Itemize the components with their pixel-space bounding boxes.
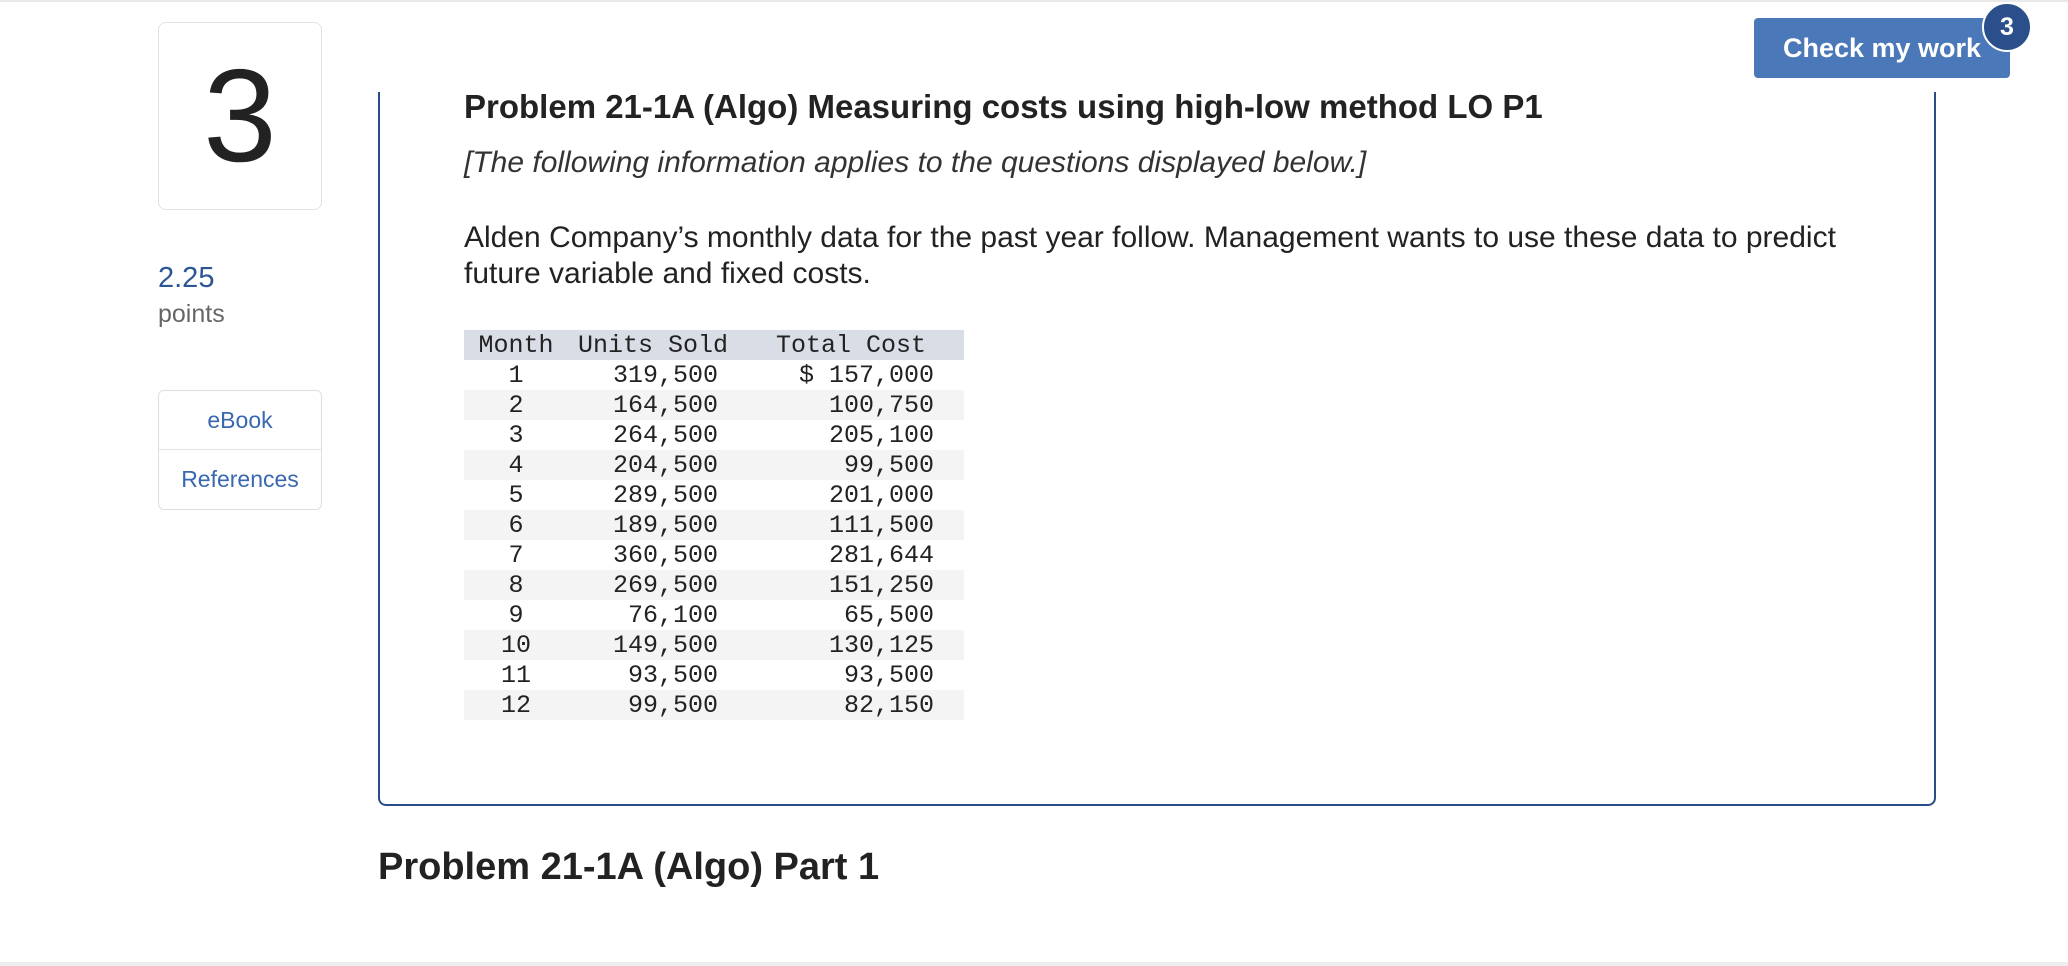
- intro-note: [The following information applies to the questions displayed below.]: [464, 146, 1367, 179]
- header-month: Month: [464, 330, 568, 360]
- cell-units: 93,500: [627, 660, 718, 690]
- cell-month: 5: [508, 480, 524, 510]
- cell-cost: 205,100: [828, 420, 934, 450]
- bottom-divider: [0, 962, 2068, 966]
- table-row: [464, 480, 964, 510]
- cell-month: 6: [464, 510, 568, 540]
- table-row: [464, 630, 964, 660]
- top-divider: [0, 0, 2068, 2]
- problem-title: Problem 21-1A (Algo) Measuring costs using high-low method LO P1: [464, 88, 1543, 125]
- table-row: [464, 540, 964, 570]
- cell-month: 12: [464, 690, 568, 720]
- cell-cost: 201,000: [828, 480, 934, 510]
- cell-units: 189,500: [568, 510, 738, 540]
- cell-units: 360,500: [612, 540, 718, 570]
- cell-month: 9: [508, 600, 524, 630]
- cell-units: 164,500: [568, 390, 738, 420]
- header-total-cost: Total Cost: [738, 330, 964, 360]
- table-row: [464, 600, 964, 630]
- points-value: 2.25: [158, 262, 215, 294]
- question-number: 3: [158, 22, 322, 210]
- check-my-work-button[interactable]: Check my work: [1754, 18, 2010, 78]
- problem-description: Alden Company’s monthly data for the past year follow. Management wants to use these data to predict future variable and fixed costs.: [464, 221, 1836, 290]
- attempts-badge: 3: [1982, 2, 2032, 52]
- part-title: Problem 21-1A (Algo) Part 1: [378, 846, 880, 888]
- cell-units: 76,100: [627, 600, 718, 630]
- resource-links: [158, 390, 322, 510]
- cell-units: 269,500: [568, 570, 738, 600]
- cell-cost: 65,500: [843, 600, 934, 630]
- references-link[interactable]: References: [159, 449, 321, 508]
- table-row: [464, 660, 964, 690]
- cell-units: 149,500: [568, 630, 738, 660]
- cell-month: 3: [508, 420, 524, 450]
- cell-month: 1: [508, 360, 524, 390]
- cell-cost: 82,150: [738, 690, 964, 720]
- cell-cost: 111,500: [738, 510, 964, 540]
- cell-cost: 93,500: [843, 660, 934, 690]
- table-row: [464, 420, 964, 450]
- cell-units: 264,500: [612, 420, 718, 450]
- cell-cost: 130,125: [738, 630, 964, 660]
- table-row: [464, 510, 964, 540]
- cell-units: 204,500: [568, 450, 738, 480]
- cell-month: 2: [464, 390, 568, 420]
- data-table: [464, 330, 964, 720]
- ebook-link[interactable]: eBook: [207, 407, 273, 433]
- header-units-sold: Units Sold: [568, 330, 738, 360]
- table-row: [464, 690, 964, 720]
- cell-units: 99,500: [568, 690, 738, 720]
- cell-month: 8: [464, 570, 568, 600]
- cell-units: 289,500: [612, 480, 718, 510]
- points-label: points: [158, 300, 225, 328]
- cell-units: 319,500: [612, 360, 718, 390]
- table-row: [464, 360, 964, 390]
- cell-month: 4: [464, 450, 568, 480]
- cell-month: 11: [500, 660, 531, 690]
- cell-cost: 151,250: [738, 570, 964, 600]
- table-header-row: [464, 330, 964, 360]
- table-row: [464, 390, 964, 420]
- table-row: [464, 570, 964, 600]
- cell-month: 7: [508, 540, 524, 570]
- cell-cost: $ 157,000: [798, 360, 934, 390]
- cell-month: 10: [464, 630, 568, 660]
- cell-cost: 99,500: [738, 450, 964, 480]
- table-row: [464, 450, 964, 480]
- cell-cost: 281,644: [828, 540, 934, 570]
- cell-cost: 100,750: [738, 390, 964, 420]
